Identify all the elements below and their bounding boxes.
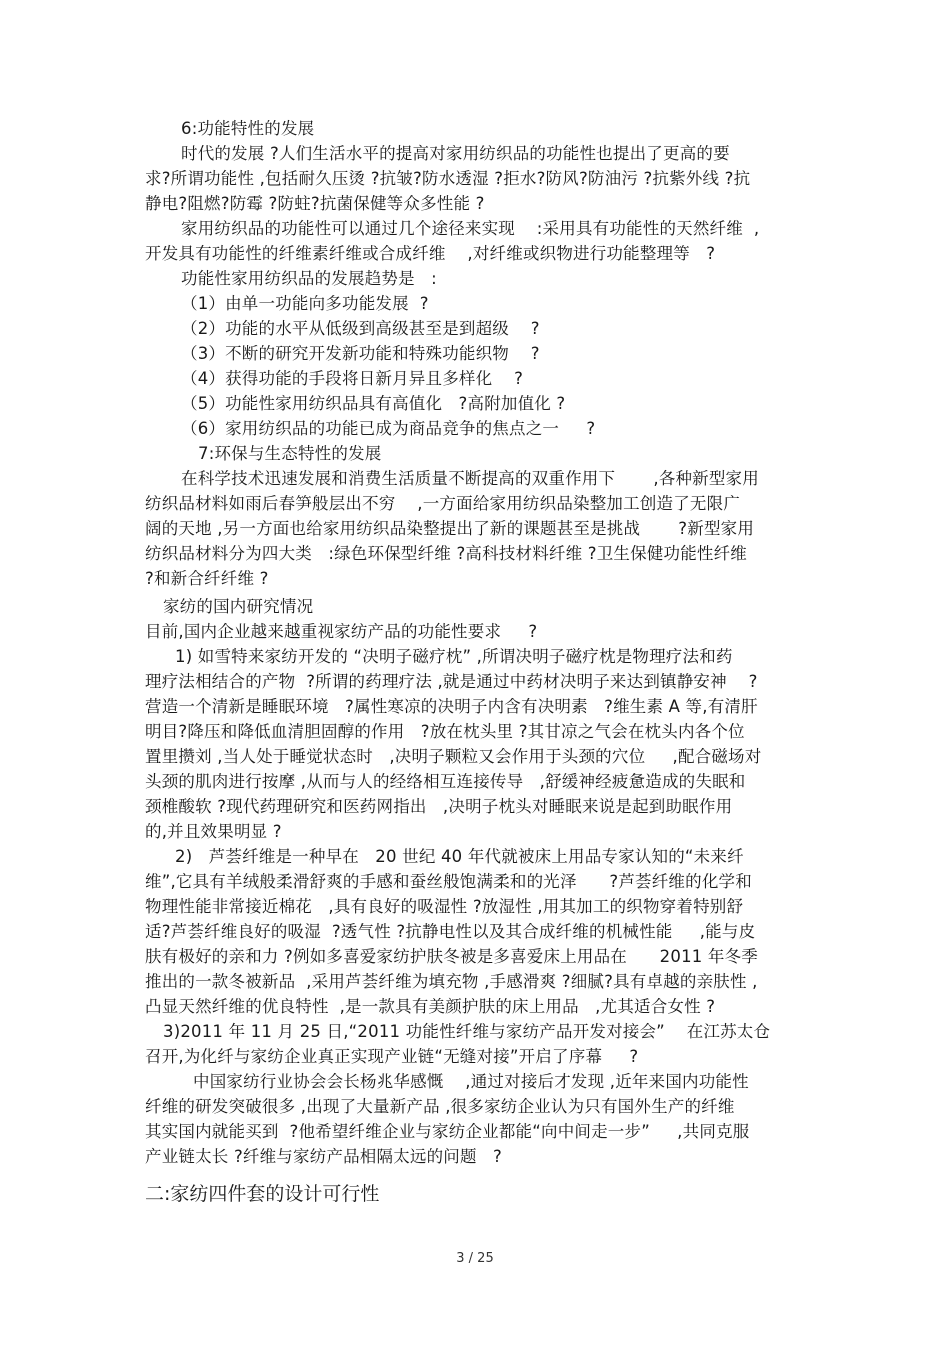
- text-line: （3）不断的研究开发新功能和特殊功能织物 ?: [181, 344, 540, 363]
- text-line: （1）由单一功能向多功能发展 ?: [181, 294, 429, 313]
- text-line: 纺织品材料分为四大类 :绿色环保型纤维 ?高科技材料纤维 ?卫生保健功能性纤维: [145, 544, 747, 563]
- text-line: 在科学技术迅速发展和消费生活质量不断提高的双重作用下 ,各种新型家用: [181, 469, 759, 488]
- text-line: 2) 芦荟纤维是一种早在 20 世纪 40 年代就被床上用品专家认知的“未来纤: [175, 847, 744, 866]
- text-line: 7:环保与生态特性的发展: [198, 444, 382, 463]
- text-line: （4）获得功能的手段将日新月异且多样化 ?: [181, 369, 524, 388]
- text-line: 凸显天然纤维的优良特性 ,是一款具有美颜护肤的床上用品 ,尤其适合女性 ?: [145, 997, 716, 1016]
- text-line: 静电?阻燃?防霉 ?防蛀?抗菌保健等众多性能 ?: [145, 194, 485, 213]
- text-line: 开发具有功能性的纤维素纤维或合成纤维 ,对纤维或织物进行功能整理等 ?: [145, 244, 716, 263]
- text-line: 明目?降压和降低血清胆固醇的作用 ?放在枕头里 ?其甘凉之气会在枕头内各个位: [145, 722, 745, 741]
- text-line: 置里攒刘 ,当人处于睡觉状态时 ,决明子颗粒又会作用于头颈的穴位 ,配合磁场对: [145, 747, 762, 766]
- text-line: 纤维的研发突破很多 ,出现了大量新产品 ,很多家纺企业认为只有国外生产的纤维: [145, 1097, 735, 1116]
- text-line: 1) 如雪特来家纺开发的 “决明子磁疗枕” ,所谓决明子磁疗枕是物理疗法和药: [175, 647, 733, 666]
- text-line: 理疗法相结合的产物 ?所谓的药理疗法 ,就是通过中药材决明子来达到镇静安神 ?: [145, 672, 758, 691]
- text-line: 肤有极好的亲和力 ?例如多喜爱家纺护肤冬被是多喜爱床上用品在 2011 年冬季: [145, 947, 759, 966]
- text-line: 物理性能非常接近棉花 ,具有良好的吸湿性 ?放湿性 ,用其加工的织物穿着特别舒: [145, 897, 744, 916]
- text-line: 的,并且效果明显 ?: [145, 822, 282, 841]
- text-line: 6:功能特性的发展: [181, 119, 315, 138]
- text-line: 适?芦荟纤维良好的吸湿 ?透气性 ?抗静电性以及其合成纤维的机械性能 ,能与皮: [145, 922, 756, 941]
- text-line: 家用纺织品的功能性可以通过几个途径来实现 :采用具有功能性的天然纤维 ,: [181, 219, 760, 238]
- text-line: （5）功能性家用纺织品具有高值化 ?高附加值化 ?: [181, 394, 566, 413]
- text-line: 颈椎酸软 ?现代药理研究和医药网指出 ,决明子枕头对睡眠来说是起到助眠作用: [145, 797, 733, 816]
- text-line: 纺织品材料如雨后春笋般层出不穷 ,一方面给家用纺织品染整加工创造了无限广: [145, 494, 741, 513]
- text-line: 阔的天地 ,另一方面也给家用纺织品染整提出了新的课题甚至是挑战 ?新型家用: [145, 519, 755, 538]
- text-line: 中国家纺行业协会会长杨兆华感慨 ,通过对接后才发现 ,近年来国内功能性: [193, 1072, 749, 1091]
- text-line: 产业链太长 ?纤维与家纺产品相隔太远的问题 ?: [145, 1147, 502, 1166]
- text-line: 时代的发展 ?人们生活水平的提高对家用纺织品的功能性也提出了更高的要: [181, 144, 730, 163]
- text-line: 召开,为化纤与家纺企业真正实现产业链“无缝对接”开启了序幕 ?: [145, 1047, 639, 1066]
- text-line: （6）家用纺织品的功能已成为商品竞争的焦点之一 ?: [181, 419, 596, 438]
- text-line: 营造一个清新是睡眠环境 ?属性寒凉的决明子内含有决明素 ?维生素 A 等,有清肝: [145, 697, 758, 716]
- text-line: 目前,国内企业越来越重视家纺产品的功能性要求 ?: [145, 622, 538, 641]
- page-number: 3 / 25: [456, 1251, 494, 1266]
- text-line: 推出的一款冬被新品 ,采用芦荟纤维为填充物 ,手感滑爽 ?细腻?具有卓越的亲肤性 ,: [145, 972, 758, 991]
- text-line: 功能性家用纺织品的发展趋势是 :: [181, 269, 437, 288]
- text-line: 3)2011 年 11 月 25 日,“2011 功能性纤维与家纺产品开发对接会” 在江苏太仓: [163, 1022, 771, 1041]
- text-line: 其实国内就能买到 ?他希望纤维企业与家纺企业都能“向中间走一步” ,共同克服: [145, 1122, 750, 1141]
- text-line: 求?所谓功能性 ,包括耐久压烫 ?抗皱?防水透湿 ?拒水?防风?防油污 ?抗紫外线 ?抗: [145, 169, 751, 188]
- text-line: ?和新合纤纤维 ?: [145, 569, 269, 588]
- text-line: 家纺的国内研究情况: [163, 597, 314, 616]
- text-line: 头颈的肌肉进行按摩 ,从而与人的经络相互连接传导 ,舒缓神经疲惫造成的失眠和: [145, 772, 746, 791]
- text-line: 维”,它具有羊绒般柔滑舒爽的手感和蚕丝般饱满柔和的光泽 ?芦荟纤维的化学和: [145, 872, 752, 891]
- text-line: （2）功能的水平从低级到高级甚至是到超级 ?: [181, 319, 540, 338]
- section-heading: 二:家纺四件套的设计可行性: [145, 1183, 380, 1205]
